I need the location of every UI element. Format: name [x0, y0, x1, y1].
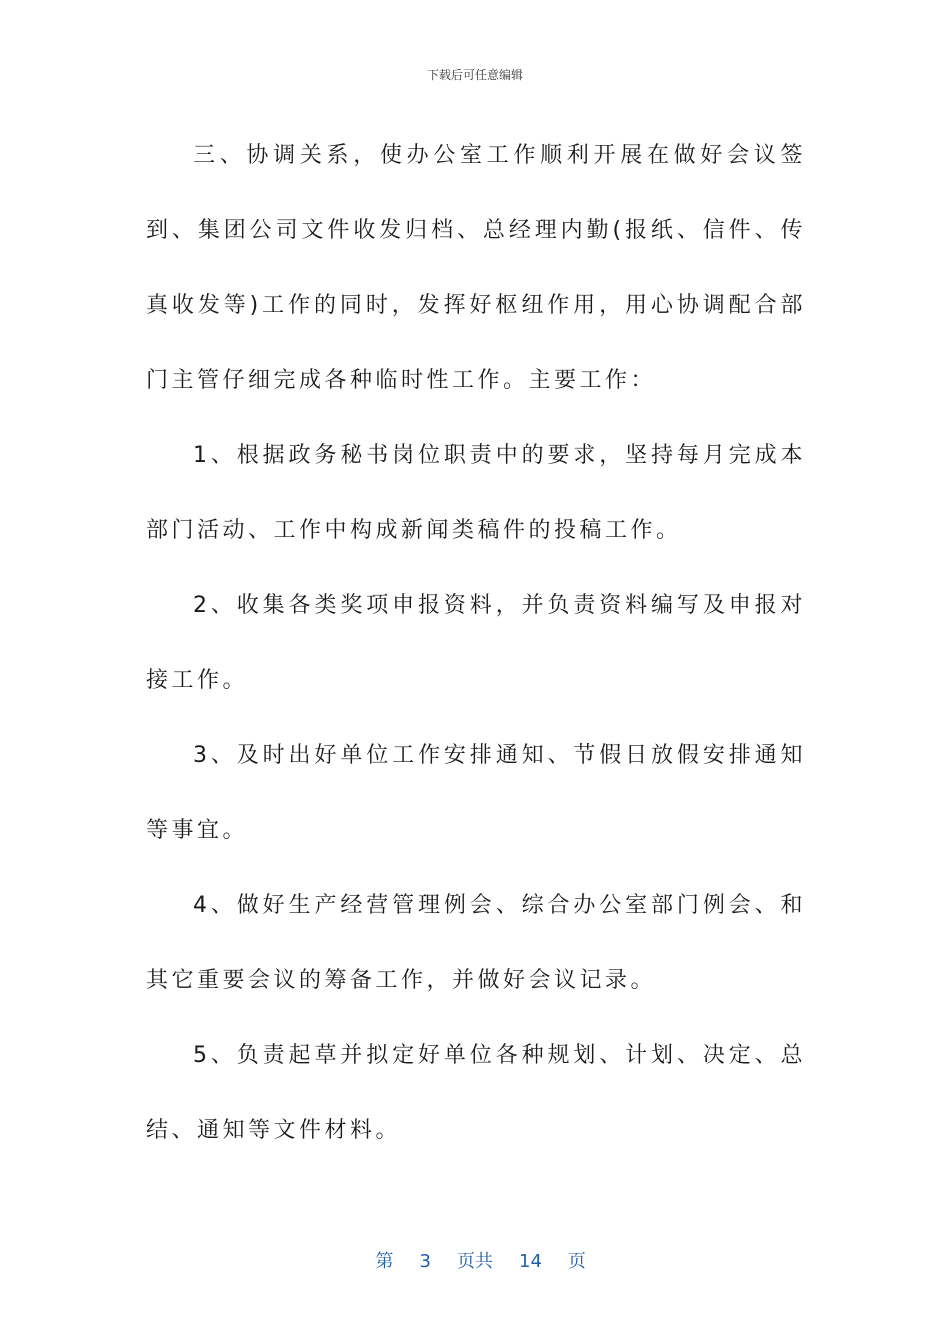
- header-note: 下载后可任意编辑: [426, 68, 523, 82]
- page-footer: [0, 1226, 950, 1273]
- paragraph: 5、负责起草并拟定好单位各种规划、计划、决定、总结、通知等文件材料。: [146, 1043, 806, 1143]
- paragraph: 三、协调关系，使办公室工作顺利开展在做好会议签到、集团公司文件收发归档、总经理内勤(报纸、信件、传真收发等)工作的同时，发挥好枢纽作用，用心协调配合部门主管仔细完成各种临时性工作。主要工作：: [146, 143, 806, 393]
- paragraph: 4、做好生产经营管理例会、综合办公室部门例会、和其它重要会议的筹备工作，并做好会议记录。: [146, 893, 806, 993]
- footer-middle: 页共: [457, 1251, 493, 1272]
- paragraph: 2、收集各类奖项申报资料，并负责资料编写及申报对接工作。: [146, 593, 806, 693]
- document-body: [146, 118, 806, 1168]
- current-page-number: 3: [419, 1251, 431, 1272]
- paragraph: 3、及时出好单位工作安排通知、节假日放假安排通知等事宜。: [146, 743, 806, 843]
- footer-suffix: 页: [567, 1251, 586, 1272]
- footer-prefix: 第: [375, 1251, 394, 1272]
- total-pages-number: 14: [519, 1251, 542, 1272]
- paragraph: 1、根据政务秘书岗位职责中的要求，坚持每月完成本部门活动、工作中构成新闻类稿件的投稿工作。: [146, 443, 806, 543]
